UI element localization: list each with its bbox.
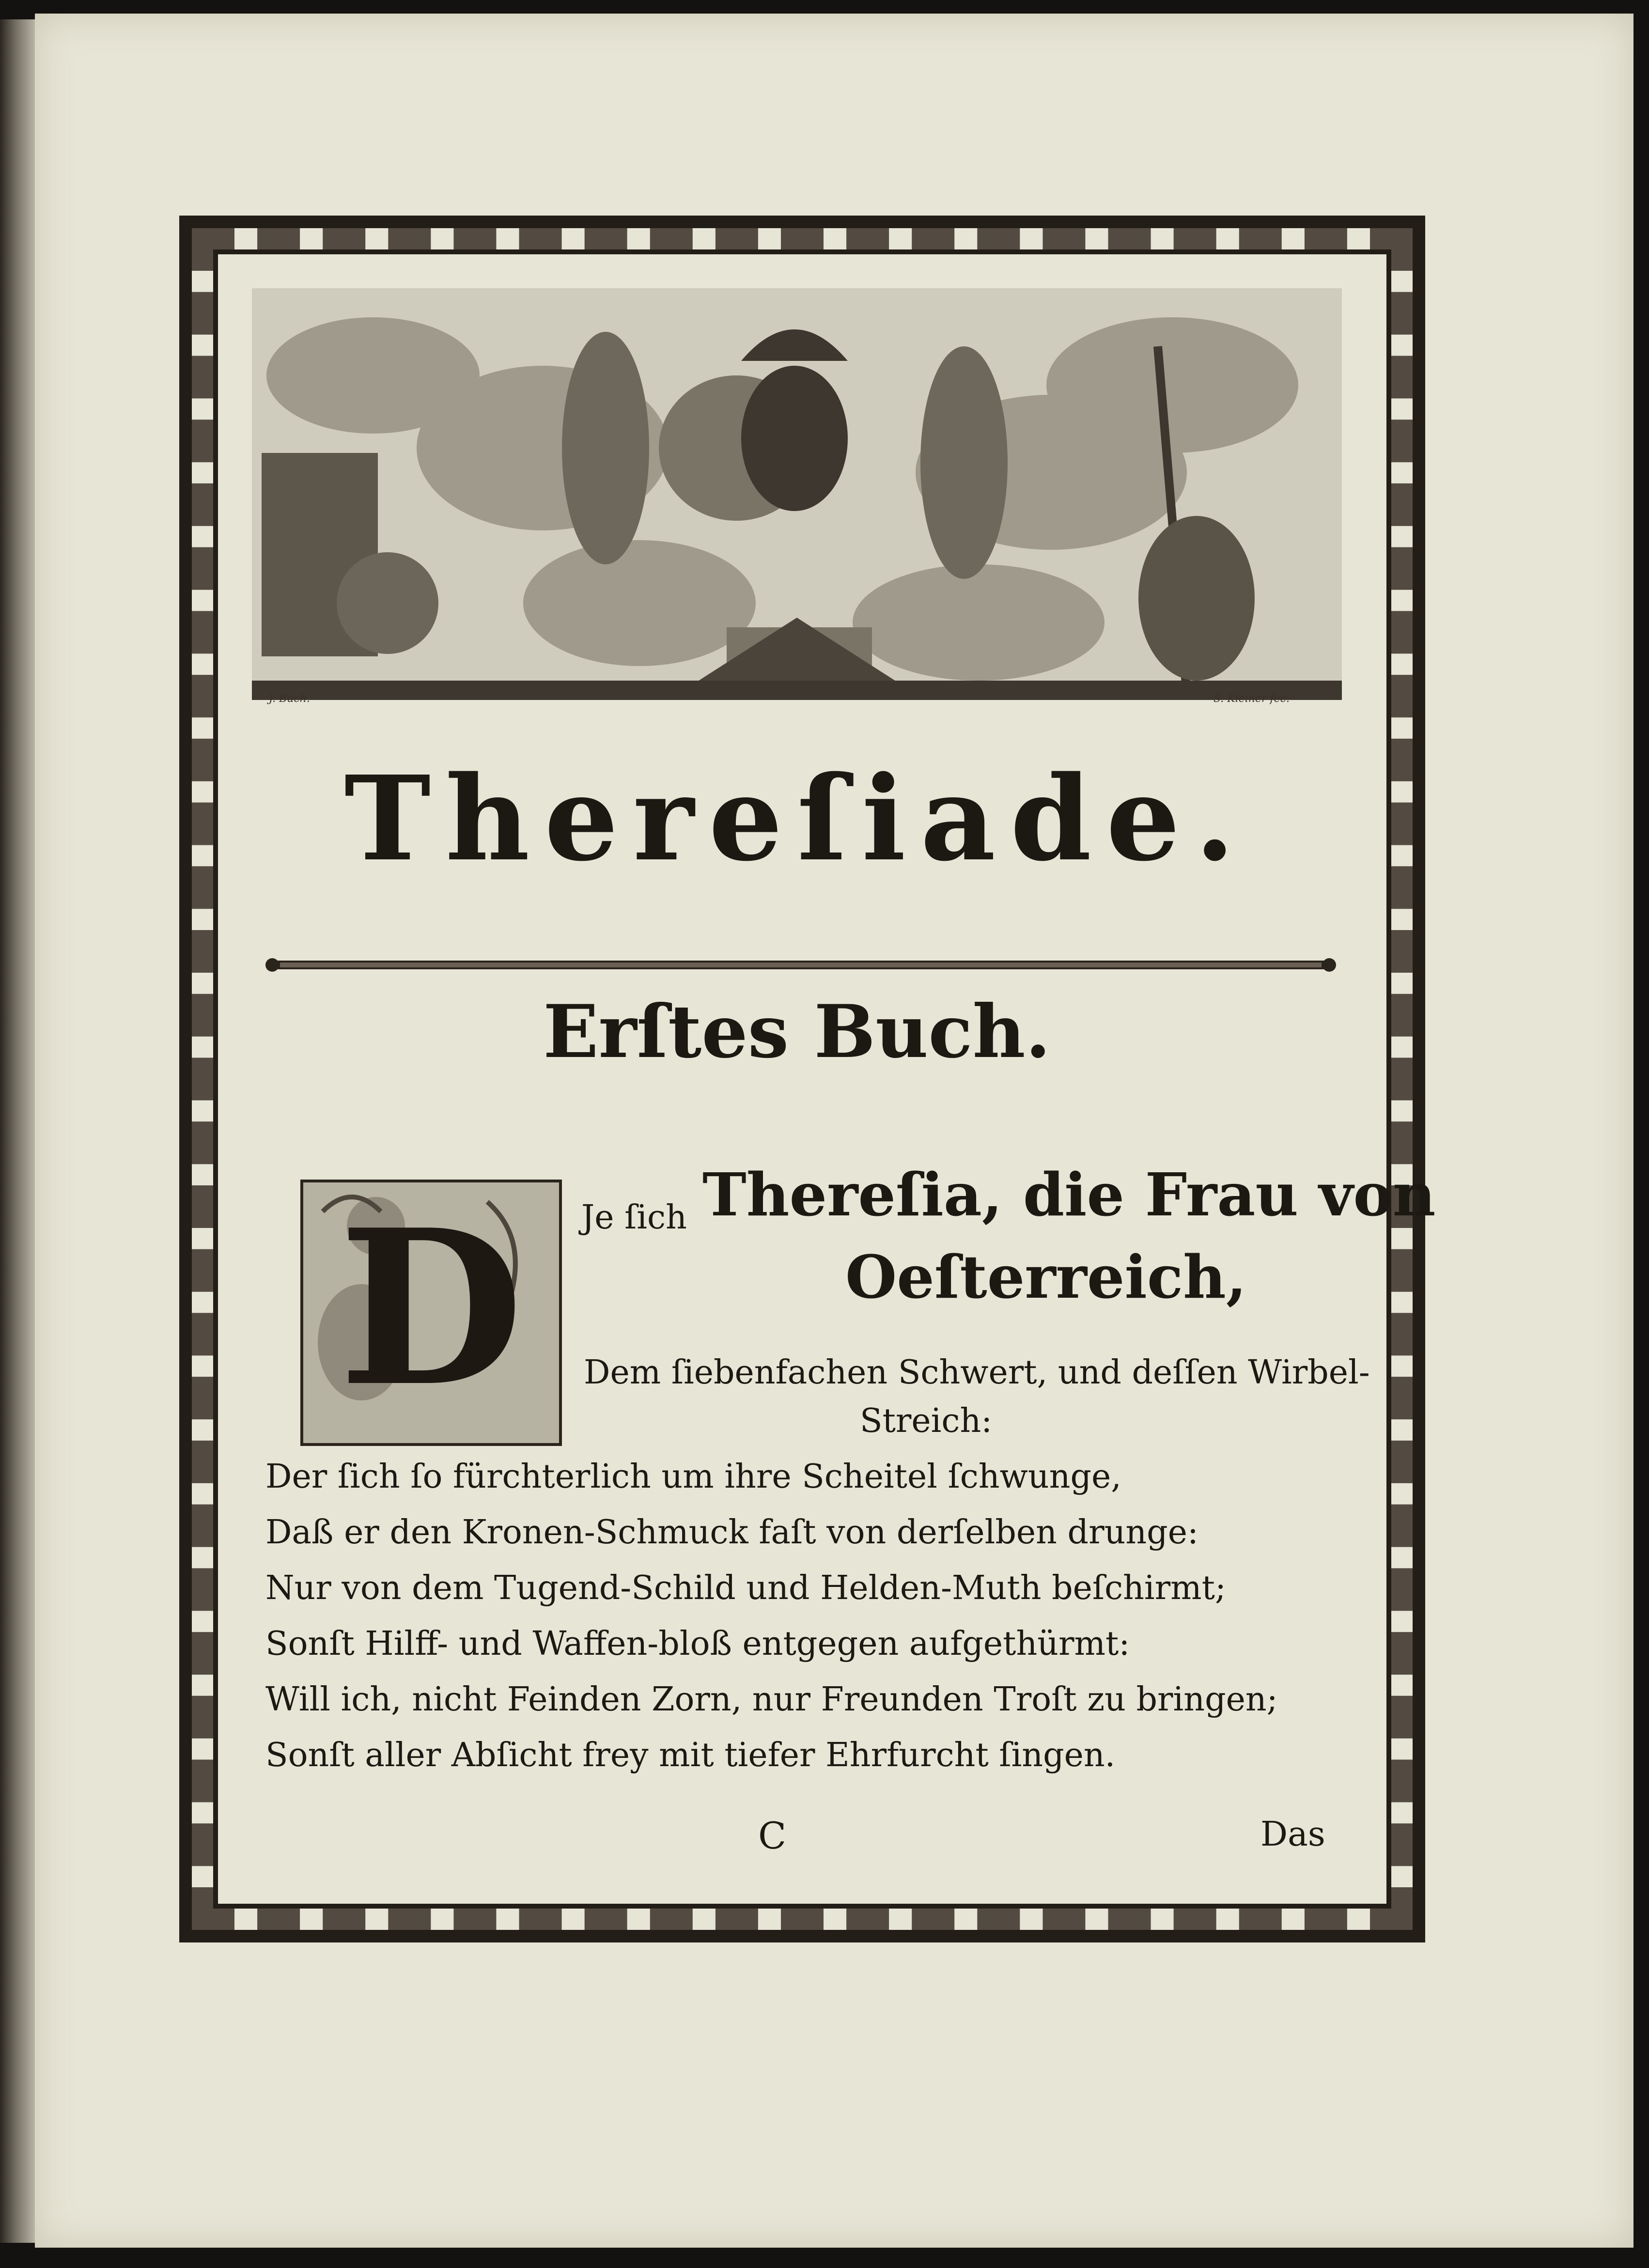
initial-letter: D xyxy=(339,1183,524,1433)
verse-line: Nur von dem Tugend-Schild und Helden-Muth beſchirmt; xyxy=(265,1569,1226,1607)
decorated-initial xyxy=(300,1180,562,1446)
opening-line-2: Oeſterreich, xyxy=(845,1242,1247,1312)
verse-line: Sonſt Hilff- und Waffen-bloß entgegen aufgethürmt: xyxy=(265,1625,1130,1663)
page-title: Thereſiade. xyxy=(344,750,1250,887)
book-heading: Erſtes Buch. xyxy=(543,989,1051,1074)
verse-line: Will ich, nicht Feinden Zorn, nur Freunden Troſt zu bringen; xyxy=(265,1680,1278,1719)
engraver-credit-right: S. Kleiner fec. xyxy=(1213,693,1290,705)
engraved-headpiece-vignette xyxy=(252,288,1342,700)
opening-line-1: Thereſia, die Frau von xyxy=(702,1160,1436,1229)
verse-line: Daß er den Kronen-Schmuck faſt von derſelben drunge: xyxy=(265,1513,1198,1552)
ornamental-rule xyxy=(265,957,1336,973)
catchword: Das xyxy=(1260,1814,1325,1854)
verse-line: Sonſt aller Abſicht frey mit tiefer Ehrfurcht ſingen. xyxy=(265,1736,1116,1774)
opening-line-4: Streich: xyxy=(860,1402,993,1440)
opening-line-prefix: Je ſich xyxy=(581,1198,687,1237)
opening-line-3: Dem ſiebenfachen Schwert, und deſſen Wirbel- xyxy=(584,1353,1370,1392)
verse-line: Der ſich ſo fürchterlich um ihre Scheitel ſchwunge, xyxy=(265,1458,1121,1496)
engraver-credit-left: J. Buch. xyxy=(269,693,310,705)
signature-mark: C xyxy=(758,1814,787,1857)
